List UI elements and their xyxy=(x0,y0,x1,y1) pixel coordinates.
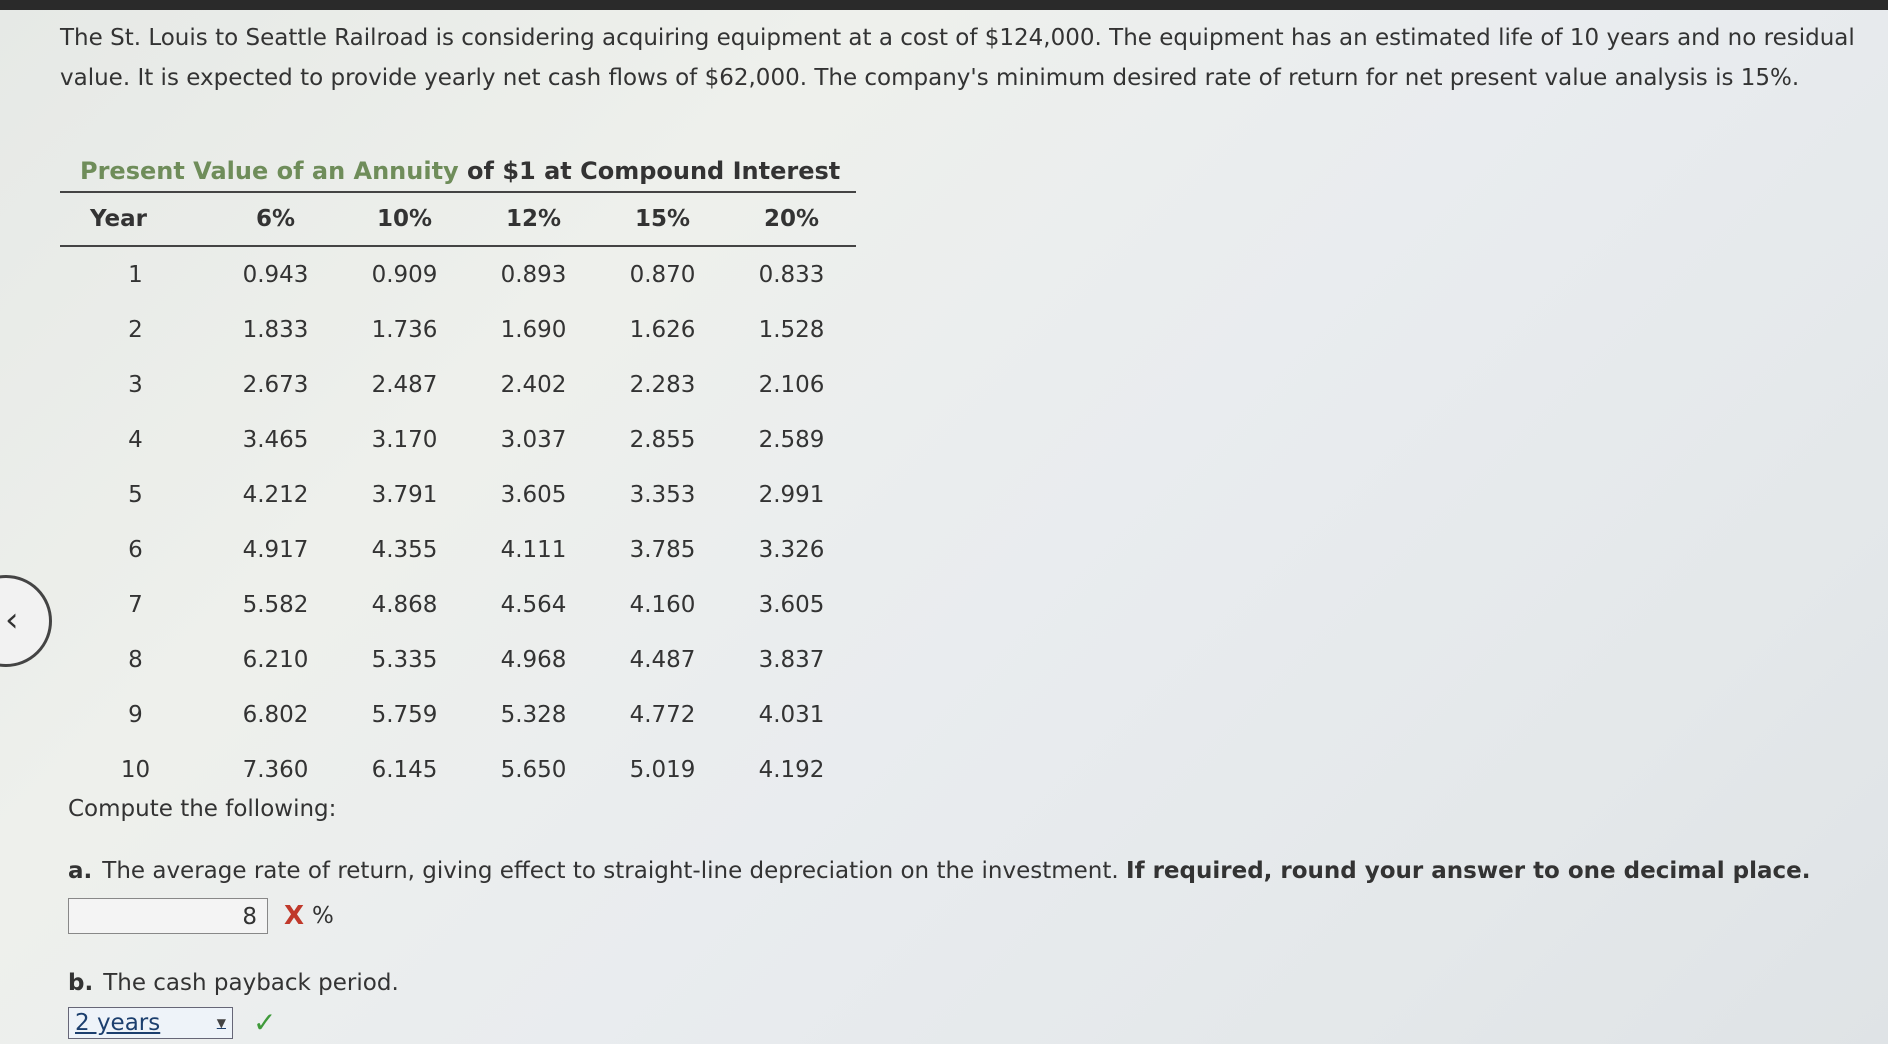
dropdown-arrow-icon: ▼ xyxy=(216,1015,226,1030)
factor-cell: 4.212 xyxy=(242,481,309,508)
compute-label: Compute the following: xyxy=(68,796,337,822)
question-a-instruction: If required, round your answer to one decimal place. xyxy=(1126,858,1811,884)
factor-cell: 2.673 xyxy=(242,371,309,398)
table-row xyxy=(60,522,856,577)
year-cell: 5 xyxy=(128,481,143,508)
table-header-row xyxy=(60,193,856,246)
answer-b-selected-value: 2 years xyxy=(75,1009,161,1036)
factor-cell: 5.328 xyxy=(500,701,567,728)
factor-cell: 1.626 xyxy=(629,316,696,343)
year-cell: 7 xyxy=(128,591,143,618)
answer-a-input[interactable]: 8 xyxy=(68,898,268,934)
table-title-part1: Present Value of an Annuity xyxy=(80,157,468,185)
factor-cell: 3.605 xyxy=(758,591,825,618)
year-cell: 1 xyxy=(128,261,143,288)
year-cell: 6 xyxy=(128,536,143,563)
factor-cell: 2.402 xyxy=(500,371,567,398)
factor-cell: 4.772 xyxy=(629,701,696,728)
year-cell: 8 xyxy=(128,646,143,673)
answer-b-row xyxy=(68,1006,276,1039)
factor-cell: 5.335 xyxy=(371,646,438,673)
factor-cell: 3.785 xyxy=(629,536,696,563)
question-b xyxy=(68,970,399,996)
answer-b-select[interactable] xyxy=(68,1007,233,1039)
chevron-left-icon: ‹ xyxy=(5,600,19,640)
answer-a-row xyxy=(68,898,334,934)
problem-statement: The St. Louis to Seattle Railroad is considering acquiring equipment at a cost of $124,000. The equipment has an estimated life of 10 years and no residual value. It is expected to provide yearly net cash flows of $62,000. The company's minimum desired rate of return for net present value analysis is 15%. xyxy=(60,25,1855,91)
factor-cell: 6.802 xyxy=(242,701,309,728)
factor-cell: 4.564 xyxy=(500,591,567,618)
factor-cell: 2.106 xyxy=(758,371,825,398)
factor-cell: 0.943 xyxy=(242,261,309,288)
table-row xyxy=(60,467,856,522)
table-row xyxy=(60,246,856,302)
table-title-part2: of $1 at Compound Interest xyxy=(467,157,841,185)
factor-cell: 1.690 xyxy=(500,316,567,343)
question-a-letter: a. xyxy=(68,858,93,884)
incorrect-x-icon: X xyxy=(284,901,305,931)
factor-cell: 4.917 xyxy=(242,536,309,563)
year-cell: 9 xyxy=(128,701,143,728)
question-a-text: The average rate of return, giving effect to straight-line depreciation on the investment. xyxy=(102,858,1127,884)
factor-cell: 0.870 xyxy=(629,261,696,288)
factor-cell: 3.605 xyxy=(500,481,567,508)
table-row xyxy=(60,632,856,687)
factor-cell: 3.170 xyxy=(371,426,438,453)
factor-cell: 2.855 xyxy=(629,426,696,453)
correct-check-icon: ✓ xyxy=(253,1006,277,1039)
question-b-letter: b. xyxy=(68,970,94,996)
factor-cell: 5.650 xyxy=(500,756,567,783)
factor-cell: 3.326 xyxy=(758,536,825,563)
answer-a-unit: % xyxy=(312,903,334,929)
column-header: 10% xyxy=(340,193,469,246)
factor-cell: 5.019 xyxy=(629,756,696,783)
factor-cell: 0.909 xyxy=(371,261,438,288)
factor-cell: 4.192 xyxy=(758,756,825,783)
year-cell: 3 xyxy=(128,371,143,398)
table-row xyxy=(60,412,856,467)
column-header: 20% xyxy=(727,193,856,246)
factor-cell: 4.111 xyxy=(500,536,567,563)
table-title xyxy=(60,157,856,193)
table-row xyxy=(60,357,856,412)
top-strip xyxy=(0,0,1888,10)
table-row xyxy=(60,687,856,742)
factor-cell: 2.589 xyxy=(758,426,825,453)
table-row xyxy=(60,577,856,632)
factor-cell: 3.791 xyxy=(371,481,438,508)
column-header: Year xyxy=(60,193,211,246)
factor-cell: 2.487 xyxy=(371,371,438,398)
factor-cell: 1.736 xyxy=(371,316,438,343)
factor-cell: 0.893 xyxy=(500,261,567,288)
column-header: 6% xyxy=(211,193,340,246)
column-header: 15% xyxy=(598,193,727,246)
column-header: 12% xyxy=(469,193,598,246)
year-cell: 2 xyxy=(128,316,143,343)
factor-cell: 2.283 xyxy=(629,371,696,398)
factor-cell: 7.360 xyxy=(242,756,309,783)
factor-cell: 5.759 xyxy=(371,701,438,728)
table-row xyxy=(60,302,856,357)
factor-cell: 4.160 xyxy=(629,591,696,618)
factor-cell: 1.833 xyxy=(242,316,309,343)
factor-cell: 3.837 xyxy=(758,646,825,673)
factor-cell: 6.210 xyxy=(242,646,309,673)
factor-cell: 4.355 xyxy=(371,536,438,563)
factor-cell: 4.031 xyxy=(758,701,825,728)
year-cell: 4 xyxy=(128,426,143,453)
factor-cell: 3.353 xyxy=(629,481,696,508)
factor-cell: 4.868 xyxy=(371,591,438,618)
factor-cell: 3.465 xyxy=(242,426,309,453)
year-cell: 10 xyxy=(120,756,151,783)
question-a xyxy=(68,858,1868,884)
factor-cell: 4.968 xyxy=(500,646,567,673)
factor-cell: 3.037 xyxy=(500,426,567,453)
factor-cell: 6.145 xyxy=(371,756,438,783)
question-b-text: The cash payback period. xyxy=(103,970,399,996)
factor-cell: 1.528 xyxy=(758,316,825,343)
annuity-table xyxy=(60,157,856,797)
annuity-table-grid xyxy=(60,193,856,797)
factor-cell: 0.833 xyxy=(758,261,825,288)
factor-cell: 4.487 xyxy=(629,646,696,673)
table-row xyxy=(60,742,856,797)
back-navigation-button[interactable] xyxy=(0,575,52,667)
factor-cell: 5.582 xyxy=(242,591,309,618)
factor-cell: 2.991 xyxy=(758,481,825,508)
